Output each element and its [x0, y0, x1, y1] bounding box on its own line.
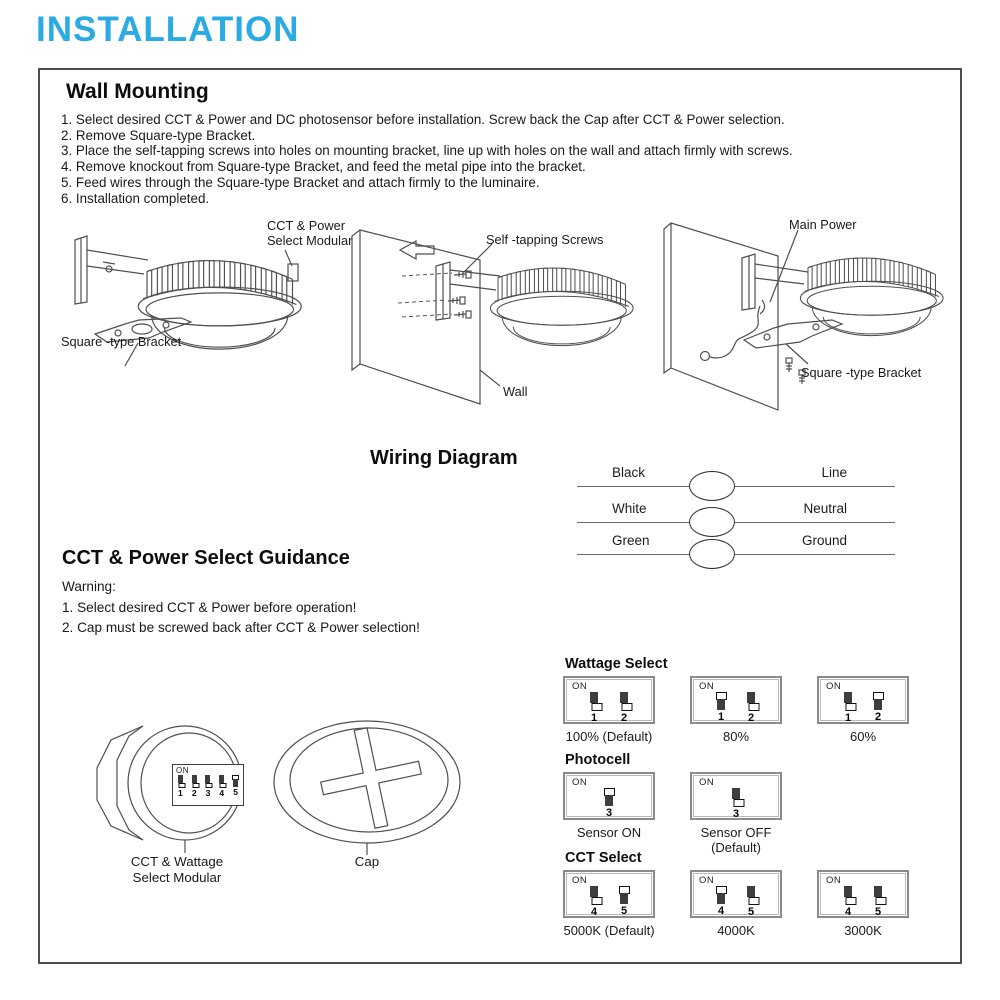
- switch-slot: [747, 886, 755, 897]
- wire-line: [577, 486, 895, 487]
- wattage-select-section: [549, 656, 959, 744]
- dip-option-caption: Sensor OFF (Default): [700, 825, 772, 855]
- dip-switch-box-inner: [820, 873, 906, 918]
- switch-number: 3: [605, 807, 613, 819]
- switch-number: 5: [620, 905, 628, 917]
- switch-slot: [717, 699, 725, 710]
- wire-color-label: Green: [612, 533, 650, 548]
- installation-step: 6. Installation completed.: [61, 190, 210, 206]
- dip-switch-box-inner: [693, 775, 779, 820]
- content-frame: [38, 68, 962, 964]
- dip-switches: [699, 886, 773, 918]
- dip-switch-box-inner: [566, 873, 652, 918]
- label-square-type-bracket-1: Square -type Bracket: [61, 334, 182, 349]
- switch-number: 3: [732, 808, 740, 820]
- dip-on-label: ON: [826, 875, 842, 886]
- switch-knob: [591, 703, 602, 711]
- dip-switch-1: [176, 775, 185, 798]
- dip-option: [676, 772, 796, 855]
- label-line: CCT & Wattage: [130, 854, 224, 869]
- dip-on-label: ON: [699, 681, 715, 692]
- label-line: Self -tapping Screws: [486, 232, 604, 247]
- wire-line: [577, 554, 895, 555]
- switch-number: 1: [590, 712, 598, 724]
- switch-number: 5: [747, 906, 755, 918]
- dip-switch-1: [841, 692, 855, 724]
- switch-slot: [717, 893, 725, 904]
- dip-switches: [572, 788, 646, 819]
- installation-step: 5. Feed wires through the Square-type Bracket and attach firmly to the luminaire.: [61, 174, 540, 190]
- switch-knob: [845, 703, 856, 711]
- switch-number: 5: [233, 787, 238, 797]
- photocell-heading: Photocell: [565, 752, 631, 768]
- dip-on-label: ON: [572, 777, 588, 788]
- dip-switches: [699, 692, 773, 724]
- modular-dip-block: [172, 764, 244, 806]
- dip-option-caption: 60%: [849, 729, 877, 744]
- label-wall: Wall: [503, 384, 528, 399]
- dip-option-caption: 3000K: [844, 923, 882, 938]
- dip-on-label: ON: [826, 681, 842, 692]
- dip-switch-box: [690, 870, 782, 918]
- dip-switch-box: [563, 870, 655, 918]
- dip-option-caption: 5000K (Default): [563, 923, 655, 938]
- dip-switch-2: [617, 692, 631, 724]
- dip-switch-box: [690, 676, 782, 724]
- switch-knob: [748, 703, 759, 711]
- dip-switch-box: [817, 676, 909, 724]
- switch-number: 2: [620, 712, 628, 724]
- label-line: Select Modular: [267, 232, 353, 248]
- switch-number: 4: [717, 905, 725, 917]
- dip-switch-box-inner: [566, 775, 652, 817]
- switch-knob: [220, 783, 227, 788]
- dip-switch-4: [217, 775, 226, 798]
- switch-slot: [205, 775, 210, 783]
- warning-label: Warning:: [62, 579, 116, 594]
- dip-switch-3: [204, 775, 213, 798]
- dip-option: [803, 870, 923, 938]
- label-line: Select Modular: [132, 870, 222, 885]
- wire-nut-connector: [689, 471, 735, 501]
- dip-switch-box: [817, 870, 909, 918]
- dip-switch-5: [744, 886, 758, 918]
- dip-switch-box-inner: [693, 873, 779, 918]
- dip-switch-box: [563, 772, 655, 820]
- switch-knob: [591, 897, 602, 905]
- dip-switch-5: [617, 886, 631, 918]
- wall-mounting-steps: [61, 112, 793, 206]
- wiring-row: [577, 493, 895, 523]
- wiring-diagram-heading: Wiring Diagram: [370, 447, 518, 469]
- switch-slot: [178, 775, 183, 783]
- dip-switch-5: [871, 886, 885, 918]
- switch-slot: [732, 788, 740, 799]
- switch-number: 4: [844, 906, 852, 918]
- switch-knob: [748, 897, 759, 905]
- dip-on-label: ON: [699, 875, 715, 886]
- dip-option: [549, 772, 669, 855]
- switch-number: 1: [717, 711, 725, 723]
- switch-slot: [219, 775, 224, 783]
- installation-step: 2. Remove Square-type Bracket.: [61, 127, 256, 143]
- dip-switch-3: [602, 788, 616, 819]
- modular-on-label: ON: [176, 766, 189, 775]
- switch-number: 2: [747, 712, 755, 724]
- dip-option-caption: Sensor ON: [576, 825, 642, 840]
- dip-option-caption: 100% (Default): [565, 729, 653, 744]
- dip-on-label: ON: [699, 777, 715, 788]
- wiring-row: [577, 457, 895, 487]
- guidance-warning: [62, 579, 420, 638]
- dip-on-label: ON: [572, 681, 588, 692]
- figure-cap: [267, 720, 467, 858]
- wire-nut-connector: [689, 539, 735, 569]
- dip-option-caption: 4000K: [717, 923, 755, 938]
- switch-slot: [620, 692, 628, 703]
- page-title: INSTALLATION: [36, 10, 300, 49]
- photocell-section: [549, 752, 959, 855]
- warning-items: [62, 598, 420, 638]
- dip-switch-1: [714, 692, 728, 724]
- label-self-tapping-screws: [486, 233, 603, 248]
- warning-item: 2. Cap must be screwed back after CCT & Power selection!: [62, 620, 420, 635]
- dip-on-label: ON: [572, 875, 588, 886]
- switch-slot: [844, 692, 852, 703]
- dip-switch-box-inner: [820, 679, 906, 724]
- label-cap: Cap: [354, 854, 380, 869]
- switch-slot: [233, 779, 238, 787]
- dip-switch-2: [190, 775, 199, 798]
- switch-knob: [178, 783, 185, 788]
- switch-number: 1: [178, 788, 183, 798]
- wire-nut-connector: [689, 507, 735, 537]
- wiring-row: [577, 525, 895, 555]
- dip-switch-5: [231, 775, 240, 798]
- switch-slot: [590, 692, 598, 703]
- dip-switch-3: [729, 788, 743, 820]
- guidance-heading: CCT & Power Select Guidance: [62, 547, 350, 569]
- switch-number: 5: [874, 906, 882, 918]
- dip-switches: [699, 788, 773, 820]
- terminal-label: Line: [821, 465, 847, 480]
- figure-main-power: [656, 208, 991, 418]
- switch-number: 3: [205, 788, 211, 798]
- switch-slot: [874, 699, 882, 710]
- dip-switch-4: [587, 886, 601, 918]
- switch-knob: [206, 783, 213, 788]
- label-main-power: [789, 218, 857, 233]
- dip-option: [676, 870, 796, 938]
- cct-select-heading: CCT Select: [565, 850, 642, 866]
- dip-option: [676, 676, 796, 744]
- terminal-label: Ground: [801, 533, 847, 548]
- dip-switch-2: [744, 692, 758, 724]
- switch-number: 4: [590, 906, 598, 918]
- wire-line: [577, 522, 895, 523]
- wiring-diagram: [577, 457, 895, 573]
- dip-switch-4: [841, 886, 855, 918]
- dip-option: [549, 870, 669, 938]
- dip-option: [549, 676, 669, 744]
- dip-switch-box-inner: [693, 679, 779, 724]
- switch-slot: [844, 886, 852, 897]
- switch-number: 4: [219, 788, 225, 798]
- dip-switch-box: [690, 772, 782, 820]
- dip-switches: [572, 886, 646, 918]
- switch-knob: [845, 897, 856, 905]
- installation-step: 1. Select desired CCT & Power and DC photosensor before installation. Screw back the Cap after CCT & Power selection.: [61, 112, 785, 127]
- dip-option: [803, 676, 923, 744]
- dip-switches: [826, 886, 900, 918]
- installation-step: 3. Place the self-tapping screws into holes on mounting bracket, line up with holes on the wall and attach firmly with screws.: [61, 143, 793, 159]
- dip-switches: [572, 692, 646, 724]
- terminal-label: Neutral: [803, 501, 847, 516]
- dip-switch-box: [563, 676, 655, 724]
- wire-color-label: White: [612, 501, 647, 516]
- switch-knob: [192, 783, 199, 788]
- switch-knob: [621, 703, 632, 711]
- warning-item: 1. Select desired CCT & Power before operation!: [62, 600, 357, 615]
- switch-knob: [875, 897, 886, 905]
- switch-number: 2: [191, 788, 197, 798]
- switch-knob: [733, 799, 744, 807]
- cct-select-section: [549, 850, 959, 938]
- installation-step: 4. Remove knockout from Square-type Bracket, and feed the metal pipe into the bracket.: [61, 159, 586, 175]
- switch-slot: [620, 893, 628, 904]
- dip-option-caption: 80%: [722, 729, 750, 744]
- label-cct-wattage-select-modular: [92, 854, 262, 886]
- label-square-type-bracket-2: Square -type Bracket: [801, 365, 922, 380]
- switch-slot: [590, 886, 598, 897]
- switch-number: 2: [874, 711, 882, 723]
- label-line: CCT & Power: [267, 218, 345, 233]
- switch-slot: [192, 775, 197, 783]
- label-line: Main Power: [789, 217, 857, 232]
- wattage-select-heading: Wattage Select: [565, 656, 668, 672]
- switch-slot: [874, 886, 882, 897]
- wall-mounting-heading: Wall Mounting: [66, 80, 209, 103]
- dip-switch-4: [714, 886, 728, 918]
- switch-number: 1: [844, 712, 852, 724]
- dip-switches: [826, 692, 900, 724]
- switch-slot: [747, 692, 755, 703]
- dip-switch-box-inner: [566, 679, 652, 724]
- dip-switch-1: [587, 692, 601, 724]
- dip-switch-2: [871, 692, 885, 724]
- wire-color-label: Black: [612, 465, 646, 480]
- switch-slot: [605, 795, 613, 806]
